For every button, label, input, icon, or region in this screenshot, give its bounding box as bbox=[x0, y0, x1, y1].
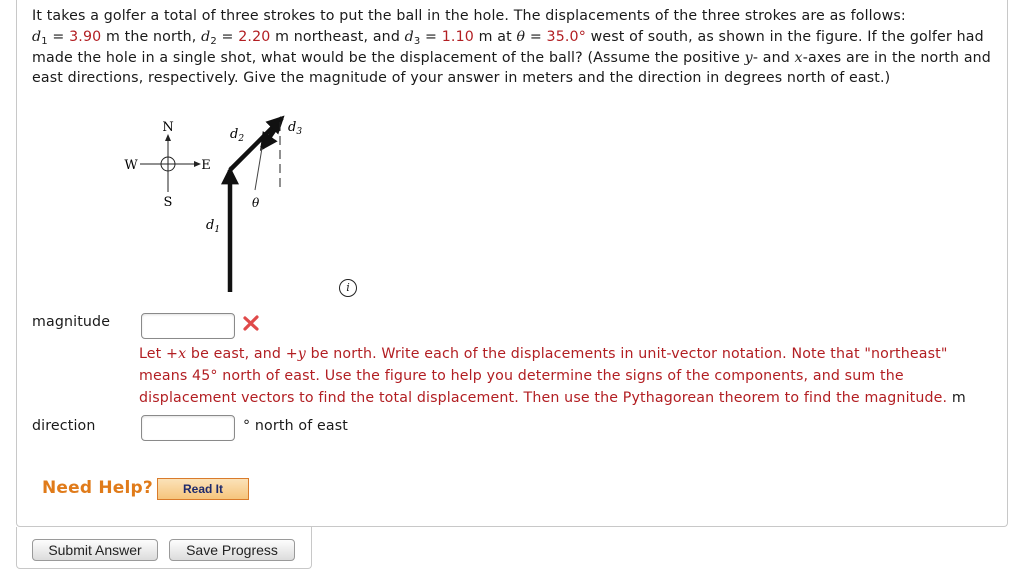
direction-input[interactable] bbox=[141, 415, 235, 441]
read-it-button[interactable]: Read It bbox=[157, 478, 249, 500]
save-progress-button[interactable]: Save Progress bbox=[169, 539, 295, 561]
d1-value: 3.90 bbox=[69, 28, 102, 45]
displacement-figure bbox=[110, 112, 310, 292]
direction-unit: ° north of east bbox=[243, 418, 348, 434]
d3-label: $d_3$ bbox=[288, 120, 303, 137]
d3-value: 1.10 bbox=[441, 28, 474, 45]
feedback-hint: Let +x be east, and +y be north. Write each of the displacements in unit-vector notation. Note that "northeast" means 45° north of east. Use the figure to help you determine the signs of the components, and sum the displacement vectors to find the total displacement. Then use the Pythagorean theorem to find the magnitude. m bbox=[139, 346, 966, 406]
d2-vector bbox=[230, 118, 282, 170]
magnitude-input[interactable] bbox=[141, 313, 235, 339]
compass-icon bbox=[124, 120, 210, 210]
compass-w-label: W bbox=[124, 158, 138, 173]
d2-label: $d_2$ bbox=[230, 127, 245, 144]
direction-label: direction bbox=[32, 418, 96, 434]
d2-value: 2.20 bbox=[238, 28, 271, 45]
incorrect-x-icon bbox=[242, 314, 260, 332]
compass-s-label: S bbox=[163, 195, 173, 210]
d1-label: $d_1$ bbox=[206, 218, 221, 235]
magnitude-unit: m bbox=[947, 390, 966, 406]
theta-value: 35.0° bbox=[546, 28, 586, 45]
theta-label: θ bbox=[252, 196, 260, 210]
compass-n-label: N bbox=[162, 120, 174, 135]
info-icon[interactable]: i bbox=[339, 279, 357, 297]
need-help-label: Need Help? bbox=[42, 478, 153, 498]
magnitude-label: magnitude bbox=[32, 314, 111, 330]
problem-statement: It takes a golfer a total of three strokes to put the ball in the hole. The displacements of the three strokes are as follows: $d_1 = 3.90$ m the north, $d_2 = 2.20$ m northeast, and $d_3 = 1.10$ m at θ = 35.0° west of south, as shown in the figure. If the golfer had made the hole in a single shot, what would be the displacement of the ball? (Assume the positive y- and x-axes are in the north and east directions, respectively. Give the magnitude of your answer in meters and the direction in degrees north of east.) bbox=[32, 8, 991, 87]
submit-answer-button[interactable]: Submit Answer bbox=[32, 539, 158, 561]
compass-e-label: E bbox=[201, 158, 211, 173]
